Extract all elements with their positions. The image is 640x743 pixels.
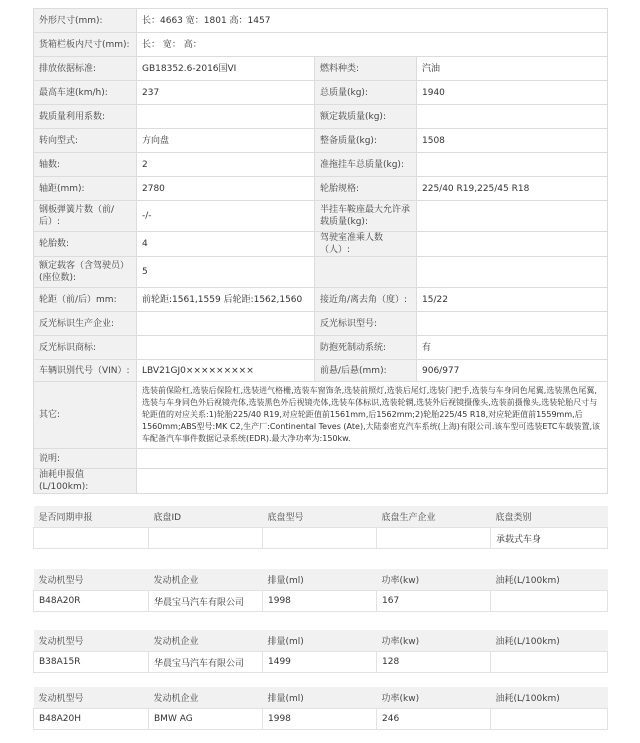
spec-value: 2780 xyxy=(137,177,315,201)
spec-value: 4 xyxy=(137,232,315,257)
chassis-column-header: 底盘生产企业 xyxy=(377,506,491,528)
spec-value: 长： 宽： 高： xyxy=(137,33,608,57)
spec-value: 选装前保险杠,选装后保险杠,选装进气格栅,选装车窗饰条,选装前照灯,选装后尾灯,选装门把手,选装与车身同色尾翼,选装黑色尾翼,选装与车身同色外后视镜壳体,选装黑色外后视镜壳体,选装车体标识,选装轮辋,选装外后视镜摄像头,选装前摄像头,选装轮胎尺寸与轮距值的对应关系:1)轮胎225/40 R19,对应轮距值前1561mm,后1562mm;2)轮胎225/45 R18,对应轮距值前1559mm,后1560mm;ABS型号:MK C2,生产厂:Continental Teves (Ate),大陆泰密克汽车系统(上海)有限公司.该车型可选装ETC车载装置,该车配备汽车事件数据记录系统(EDR).最大净功率为:150kw. xyxy=(137,382,608,449)
spec-row xyxy=(34,312,608,336)
spec-value: LBV21GJ0××××××××× xyxy=(137,360,315,382)
engine-column-header: 油耗(L/100km) xyxy=(491,687,608,709)
engine-column-header: 发动机企业 xyxy=(149,687,263,709)
spec-value xyxy=(417,201,608,232)
engine-table xyxy=(33,687,608,730)
spec-label: 总质量(kg): xyxy=(315,81,417,105)
spec-value: 有 xyxy=(417,336,608,360)
engine-column-header: 发动机企业 xyxy=(149,569,263,591)
chassis-column-header: 底盘型号 xyxy=(263,506,377,528)
spec-label: 轮胎规格: xyxy=(315,177,417,201)
spec-label: 反光标识型号: xyxy=(315,312,417,336)
engine-column-header: 排量(ml) xyxy=(263,687,377,709)
spec-value xyxy=(137,312,315,336)
table-row xyxy=(34,652,608,673)
chassis-column-header: 底盘ID xyxy=(149,506,263,528)
engine-column-header: 发动机型号 xyxy=(34,687,149,709)
chassis-cell xyxy=(263,528,377,549)
spec-value: 1940 xyxy=(417,81,608,105)
chassis-column-header: 底盘类别 xyxy=(491,506,608,528)
spec-label: 准拖挂车总质量(kg): xyxy=(315,153,417,177)
spec-row xyxy=(34,153,608,177)
table-row xyxy=(34,528,608,549)
spec-row xyxy=(34,129,608,153)
spec-value xyxy=(137,105,315,129)
spec-label: 前悬/后悬(mm): xyxy=(315,360,417,382)
engine-cell: 1998 xyxy=(263,709,377,730)
chassis-cell xyxy=(377,528,491,549)
engine-column-header: 发动机企业 xyxy=(149,630,263,652)
spec-value: 906/977 xyxy=(417,360,608,382)
spec-label: 燃料种类: xyxy=(315,57,417,81)
engine-column-header: 功率(kw) xyxy=(377,687,491,709)
spec-row xyxy=(34,177,608,201)
spec-row xyxy=(34,449,608,469)
spec-label: 外形尺寸(mm): xyxy=(34,9,137,33)
engine-cell xyxy=(491,709,608,730)
spec-label: 防抱死制动系统: xyxy=(315,336,417,360)
spec-label: 轮距（前/后）mm: xyxy=(34,288,137,312)
chassis-header-row xyxy=(34,506,608,528)
spec-label: 载质量利用系数: xyxy=(34,105,137,129)
spec-row xyxy=(34,81,608,105)
spec-row xyxy=(34,232,608,257)
spec-value: 长：4663 宽：1801 高：1457 xyxy=(137,9,608,33)
spec-row xyxy=(34,33,608,57)
engine-cell xyxy=(491,652,608,673)
spec-row xyxy=(34,257,608,288)
spec-label: 反光标识生产企业: xyxy=(34,312,137,336)
spec-label: 其它: xyxy=(34,382,137,449)
engine-cell: 1998 xyxy=(263,591,377,612)
spec-row xyxy=(34,469,608,494)
spec-label: 整备质量(kg): xyxy=(315,129,417,153)
spec-row xyxy=(34,288,608,312)
engine-cell: 1499 xyxy=(263,652,377,673)
spec-value: 2 xyxy=(137,153,315,177)
spec-value xyxy=(137,336,315,360)
spec-label: 排放依据标准: xyxy=(34,57,137,81)
engine-column-header: 排量(ml) xyxy=(263,630,377,652)
engine-cell: 246 xyxy=(377,709,491,730)
spec-value: 前轮距:1561,1559 后轮距:1562,1560 xyxy=(137,288,315,312)
spec-value: 汽油 xyxy=(417,57,608,81)
spec-label: 轴距(mm): xyxy=(34,177,137,201)
spec-label: 油耗申报值(L/100km): xyxy=(34,469,137,494)
spec-row xyxy=(34,360,608,382)
engine-header-row xyxy=(34,687,608,709)
engine-cell: 华晨宝马汽车有限公司 xyxy=(149,591,263,612)
chassis-table xyxy=(33,506,608,549)
spec-value: -/- xyxy=(137,201,315,232)
spec-row xyxy=(34,105,608,129)
spec-label: 轴数: xyxy=(34,153,137,177)
chassis-cell xyxy=(149,528,263,549)
spec-label: 钢板弹簧片数（前/后）: xyxy=(34,201,137,232)
spec-value xyxy=(417,312,608,336)
engine-column-header: 发动机型号 xyxy=(34,630,149,652)
spec-row xyxy=(34,9,608,33)
spec-label: 驾驶室准乘人数（人）: xyxy=(315,232,417,257)
spec-label: 车辆识别代号（VIN）: xyxy=(34,360,137,382)
engine-cell: B48A20H xyxy=(34,709,149,730)
engine-column-header: 功率(kw) xyxy=(377,569,491,591)
engine-column-header: 排量(ml) xyxy=(263,569,377,591)
spec-label: 转向型式: xyxy=(34,129,137,153)
engine-cell: B38A15R xyxy=(34,652,149,673)
chassis-column-header: 是否同期申报 xyxy=(34,506,149,528)
spec-value: 15/22 xyxy=(417,288,608,312)
engine-column-header: 油耗(L/100km) xyxy=(491,569,608,591)
spec-value: 5 xyxy=(137,257,315,288)
spec-label: 说明: xyxy=(34,449,137,469)
chassis-cell xyxy=(34,528,149,549)
spec-value: 237 xyxy=(137,81,315,105)
spec-value xyxy=(417,232,608,257)
spec-label: 额定载客（含驾驶员）(座位数): xyxy=(34,257,137,288)
engine-column-header: 油耗(L/100km) xyxy=(491,630,608,652)
spec-value: 1508 xyxy=(417,129,608,153)
vehicle-spec-table xyxy=(33,8,608,494)
spec-value: 225/40 R19,225/45 R18 xyxy=(417,177,608,201)
spec-value xyxy=(137,469,608,494)
engine-table xyxy=(33,630,608,673)
spec-label: 反光标识商标: xyxy=(34,336,137,360)
spec-label: 轮胎数: xyxy=(34,232,137,257)
engine-column-header: 功率(kw) xyxy=(377,630,491,652)
spec-value xyxy=(417,105,608,129)
engine-cell: B48A20R xyxy=(34,591,149,612)
spec-label: 半挂车鞍座最大允许承载质量(kg): xyxy=(315,201,417,232)
spec-label: 货箱栏板内尺寸(mm): xyxy=(34,33,137,57)
engine-column-header: 发动机型号 xyxy=(34,569,149,591)
spec-label xyxy=(315,257,417,288)
engine-cell xyxy=(491,591,608,612)
table-row xyxy=(34,709,608,730)
spec-row xyxy=(34,57,608,81)
engine-cell: 128 xyxy=(377,652,491,673)
spec-value xyxy=(417,257,608,288)
engine-header-row xyxy=(34,569,608,591)
engine-header-row xyxy=(34,630,608,652)
engine-cell: BMW AG xyxy=(149,709,263,730)
engine-cell: 华晨宝马汽车有限公司 xyxy=(149,652,263,673)
spec-label: 最高车速(km/h): xyxy=(34,81,137,105)
spec-value: GB18352.6-2016国VI xyxy=(137,57,315,81)
spec-value xyxy=(137,449,608,469)
spec-label: 额定载质量(kg): xyxy=(315,105,417,129)
chassis-cell: 承载式车身 xyxy=(491,528,608,549)
engine-cell: 167 xyxy=(377,591,491,612)
spec-row xyxy=(34,201,608,232)
table-row xyxy=(34,591,608,612)
spec-value: 方向盘 xyxy=(137,129,315,153)
spec-label: 接近角/离去角（度）: xyxy=(315,288,417,312)
spec-value xyxy=(417,153,608,177)
spec-row xyxy=(34,382,608,449)
engine-table xyxy=(33,569,608,612)
spec-row xyxy=(34,336,608,360)
